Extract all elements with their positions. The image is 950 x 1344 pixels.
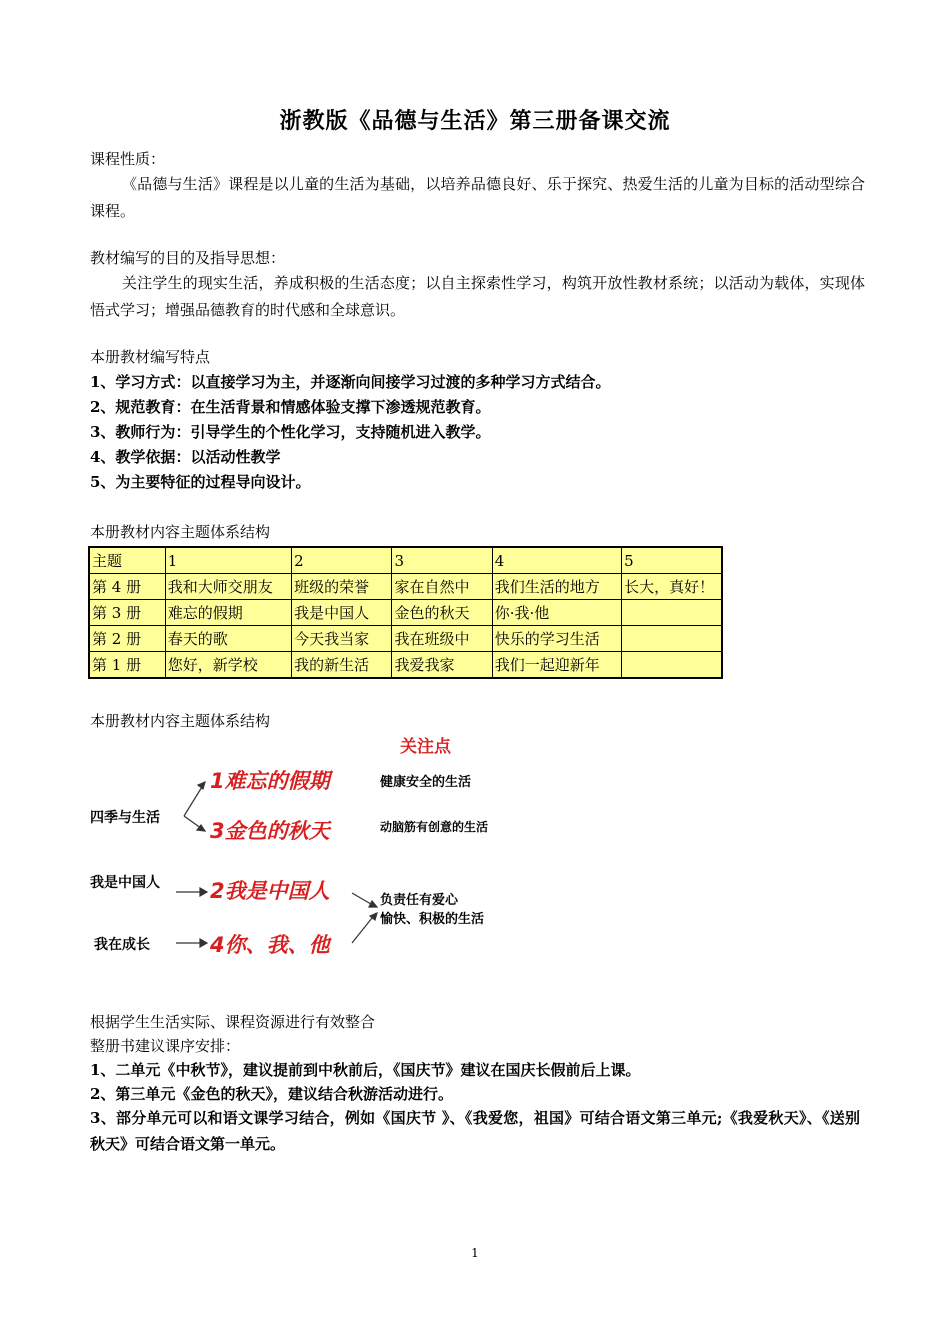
lesson-order-item: 3、部分单元可以和语文课学习结合，例如《国庆节 》、《我爱您，祖国》可结合语文第三单元;《我爱秋天》、《送别秋天》可结合语文第一单元。	[90, 1109, 860, 1153]
diagram-theme: 四季与生活	[90, 810, 160, 826]
table-cell: 第 4 册	[89, 574, 165, 600]
table-cell: 金色的秋天	[392, 600, 492, 626]
table-cell: 我们一起迎新年	[492, 652, 621, 679]
table-cell: 第 2 册	[89, 626, 165, 652]
table-cell: 第 1 册	[89, 652, 165, 679]
table-row	[89, 574, 722, 600]
lesson-order-item: 2、第三单元《金色的秋天》，建议结合秋游活动进行。	[90, 1085, 453, 1103]
table-cell	[622, 600, 722, 626]
table-cell: 难忘的假期	[165, 600, 291, 626]
table-header-row	[89, 547, 722, 574]
diagram-unit: 1难忘的假期	[210, 769, 330, 793]
section-heading-theme-table: 本册教材内容主题体系结构	[90, 523, 271, 541]
diagram-focus: 动脑筋有创意的生活	[380, 820, 489, 834]
theme-structure-diagram	[80, 730, 540, 965]
section-heading-theme-diagram: 本册教材内容主题体系结构	[90, 712, 271, 730]
purpose-paragraph: 关注学生的现实生活，养成积极的生活态度；以自主探索性学习，构筑开放性教材系统；以活动为载体，实现体悟式学习；增强品德教育的时代感和全球意识。	[90, 274, 865, 319]
arrowhead-icon	[198, 782, 205, 789]
section-heading-purpose: 教材编写的目的及指导思想：	[90, 249, 286, 267]
diagram-focus: 健康安全的生活	[380, 775, 472, 790]
table-cell: 您好，新学校	[165, 652, 291, 679]
feature-item: 5、为主要特征的过程导向设计。	[90, 473, 311, 491]
table-header-cell: 3	[392, 547, 492, 574]
table-cell: 我们生活的地方	[492, 574, 621, 600]
feature-item: 3、教师行为：引导学生的个性化学习，支持随机进入教学。	[90, 423, 491, 441]
feature-item: 4、教学依据：以活动性教学	[90, 448, 281, 466]
table-header-cell: 5	[622, 547, 722, 574]
table-cell	[622, 652, 722, 679]
section-heading-course-nature: 课程性质：	[90, 150, 166, 168]
table-cell: 家在自然中	[392, 574, 492, 600]
table-header-cell: 4	[492, 547, 621, 574]
feature-item: 1、学习方式：以直接学习为主，并逐渐向间接学习过渡的多种学习方式结合。	[90, 373, 611, 391]
table-cell: 快乐的学习生活	[492, 626, 621, 652]
table-header-cell: 主题	[89, 547, 165, 574]
arrowhead-icon	[200, 939, 207, 947]
diagram-focus: 负责任有爱心	[380, 893, 459, 908]
focus-title: 关注点	[400, 737, 451, 757]
diagram-theme: 我在成长	[94, 937, 150, 953]
arrowhead-icon	[369, 901, 377, 907]
table-row	[89, 652, 722, 679]
table-cell	[622, 626, 722, 652]
diagram-unit: 3金色的秋天	[210, 819, 330, 843]
table-cell: 我在班级中	[392, 626, 492, 652]
table-header-cell: 2	[292, 547, 392, 574]
table-cell: 今天我当家	[292, 626, 392, 652]
section-heading-features: 本册教材编写特点	[90, 348, 211, 366]
table-cell: 我的新生活	[292, 652, 392, 679]
table-cell: 我和大师交朋友	[165, 574, 291, 600]
table-cell: 我爱我家	[392, 652, 492, 679]
course-nature-paragraph: 《品德与生活》课程是以儿童的生活为基础，以培养品德良好、乐于探究、热爱生活的儿童为目标的活动型综合课程。	[90, 175, 865, 220]
table-cell: 我是中国人	[292, 600, 392, 626]
table-cell: 春天的歌	[165, 626, 291, 652]
table-row	[89, 626, 722, 652]
document-title: 浙教版《品德与生活》第三册备课交流	[279, 109, 671, 134]
diagram-focus: 愉快、积极的生活	[380, 912, 485, 927]
page-number: 1	[471, 1246, 479, 1260]
table-cell: 班级的荣誉	[292, 574, 392, 600]
theme-structure-table	[88, 546, 723, 679]
table-row	[89, 600, 722, 626]
diagram-unit: 2我是中国人	[210, 879, 330, 903]
section-heading-lesson-order: 整册书建议课序安排：	[90, 1037, 241, 1055]
table-cell: 你·我·他	[492, 600, 621, 626]
table-header-cell: 1	[165, 547, 291, 574]
arrowhead-icon	[200, 888, 207, 896]
integration-intro: 根据学生生活实际、课程资源进行有效整合	[90, 1013, 376, 1031]
diagram-unit: 4你、我、他	[210, 933, 330, 957]
diagram-theme: 我是中国人	[90, 875, 160, 891]
table-cell: 第 3 册	[89, 600, 165, 626]
feature-item: 2、规范教育：在生活背景和情感体验支撑下渗透规范教育。	[90, 398, 491, 416]
table-cell: 长大，真好！	[622, 574, 722, 600]
lesson-order-item: 1、二单元《中秋节》，建议提前到中秋前后，《国庆节》建议在国庆长假前后上课。	[90, 1061, 641, 1079]
